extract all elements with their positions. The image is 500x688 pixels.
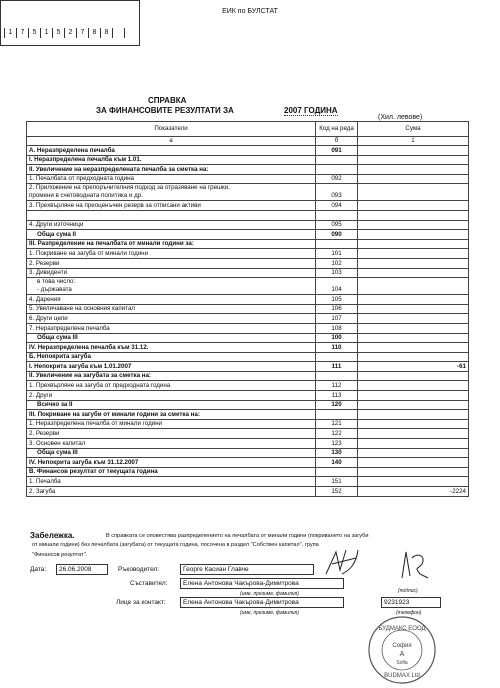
eik-title: ЕИК по БУЛСТАТ <box>222 8 278 15</box>
row-label: 2. Други <box>27 391 316 401</box>
report-year: 2007 ГОДИНА <box>284 106 338 115</box>
row-code: 152 <box>316 487 358 497</box>
table-row <box>27 429 469 439</box>
row-code: 106 <box>316 304 358 314</box>
contact-label: Лице за контакт: <box>116 599 166 606</box>
table-row <box>27 352 469 362</box>
table-row <box>27 268 469 278</box>
table-row <box>27 314 469 324</box>
row-label: Всичко за II <box>27 400 316 410</box>
manager-signature <box>322 544 362 578</box>
note-line-3: "Финансов резултат". <box>32 552 88 558</box>
row-label: 7. Неразпределена печалба <box>27 323 316 333</box>
eik-box <box>0 0 278 46</box>
svg-text:Sofia: Sofia <box>396 660 408 666</box>
eik-digit: 7 <box>76 28 88 38</box>
row-sum <box>358 174 469 184</box>
eik-digit: 1 <box>4 28 16 38</box>
row-code: 093 <box>316 184 358 201</box>
row-code <box>316 210 358 220</box>
report-table <box>26 121 469 497</box>
index-1: 1 <box>358 137 469 146</box>
date-label: Дата: <box>30 566 47 573</box>
row-sum <box>358 239 469 249</box>
manager-label: Ръководител: <box>118 566 160 573</box>
row-label: II. Увеличение на загубата за сметка на: <box>27 371 316 381</box>
phone-caption: (телефон) <box>396 610 422 616</box>
row-code: 105 <box>316 295 358 305</box>
row-label: 1. Печалба <box>27 477 316 487</box>
table-row <box>27 362 469 372</box>
row-label: Обща сума III <box>27 333 316 343</box>
header-code: Код на реда <box>316 122 358 137</box>
row-code: 108 <box>316 323 358 333</box>
row-label: 6. Други цели <box>27 314 316 324</box>
row-sum <box>358 400 469 410</box>
row-label: III. Разпределение на печалбата от минали години за: <box>27 239 316 249</box>
row-sum <box>358 352 469 362</box>
row-label: III. Покриване на загуби от минали години за сметка на: <box>27 410 316 420</box>
table-row <box>27 155 469 165</box>
signature-caption: (подпис) <box>398 588 418 594</box>
row-code <box>316 155 358 165</box>
table-row <box>27 165 469 175</box>
row-sum <box>358 210 469 220</box>
compiler-signature <box>396 548 432 582</box>
row-label: А. Неразпределена печалба <box>27 146 316 156</box>
row-code: 113 <box>316 391 358 401</box>
row-sum <box>358 230 469 240</box>
svg-text:BUDMAX Ltd: BUDMAX Ltd <box>384 673 420 679</box>
eik-digit: 8 <box>100 28 112 38</box>
table-row <box>27 239 469 249</box>
row-sum <box>358 314 469 324</box>
compiler-field[interactable]: Елена Антонова Чакърова-Димитрова <box>180 578 344 589</box>
eik-digit <box>112 28 124 38</box>
row-label: 2. Резерви <box>27 429 316 439</box>
eik-digit: 7 <box>16 28 28 38</box>
row-label-line-2: - държавата <box>37 286 72 294</box>
table-row <box>27 258 469 268</box>
row-sum <box>358 343 469 353</box>
row-sum <box>358 201 469 211</box>
row-code: 095 <box>316 220 358 230</box>
title: СПРАВКА <box>148 96 187 105</box>
row-code: 151 <box>316 477 358 487</box>
table-row <box>27 477 469 487</box>
row-label: 3. Основен капитал <box>27 439 316 449</box>
row-label: 3. Прехвърляне на преоценъчен резерв за отписани активи <box>27 201 316 211</box>
row-code <box>316 371 358 381</box>
table-row <box>27 201 469 211</box>
row-label: IV. Непокрита загуба към 31.12.2007 <box>27 458 316 468</box>
row-label-line-1: 2. Приложение на препоръчителния подход за отразяване на грешки, <box>29 184 230 192</box>
row-code: 112 <box>316 381 358 391</box>
row-sum <box>358 278 469 295</box>
row-sum <box>358 448 469 458</box>
row-label <box>27 278 316 295</box>
row-sum <box>358 323 469 333</box>
row-code: 092 <box>316 174 358 184</box>
row-sum <box>358 146 469 156</box>
svg-text:БУДМАКС ЕООД: БУДМАКС ЕООД <box>378 626 426 632</box>
table-row <box>27 323 469 333</box>
row-label: Обща сума II <box>27 230 316 240</box>
row-sum <box>358 458 469 468</box>
row-sum <box>358 371 469 381</box>
table-row <box>27 381 469 391</box>
table-row <box>27 410 469 420</box>
row-label-line-2: промени в счетоводната политика и др. <box>29 192 143 200</box>
row-code: 091 <box>316 146 358 156</box>
row-label: 1. Неразпределена печалба от минали години <box>27 419 316 429</box>
svg-text:A: A <box>399 651 405 658</box>
table-row <box>27 146 469 156</box>
row-label: 1. Покриване на загуба от минали години <box>27 249 316 259</box>
index-a: а <box>27 137 316 146</box>
row-sum <box>358 220 469 230</box>
table-row <box>27 448 469 458</box>
note-line-1: В справката се оповестява разпределението на печалбата от минали години (покриването на загуби <box>106 533 369 539</box>
row-label <box>27 184 316 201</box>
note-title: Забележка. <box>30 531 75 540</box>
row-code: 102 <box>316 258 358 268</box>
row-code: 101 <box>316 249 358 259</box>
row-label: 3. Дивиденти <box>27 268 316 278</box>
eik-digit: 5 <box>28 28 40 38</box>
table-row <box>27 304 469 314</box>
row-code: 122 <box>316 429 358 439</box>
table-row <box>27 439 469 449</box>
row-code: 120 <box>316 400 358 410</box>
phone-field[interactable]: 9231923 <box>381 597 441 608</box>
table-row <box>27 487 469 497</box>
table-row <box>27 174 469 184</box>
table-row <box>27 295 469 305</box>
table-row <box>27 333 469 343</box>
row-sum <box>358 333 469 343</box>
row-code <box>316 467 358 477</box>
row-label: 2. Загуба <box>27 487 316 497</box>
svg-text:София: София <box>392 643 412 649</box>
row-sum <box>358 410 469 420</box>
eik-digit: 8 <box>88 28 100 38</box>
row-code <box>316 352 358 362</box>
row-sum: -61 <box>358 362 469 372</box>
table-row <box>27 400 469 410</box>
row-code: 110 <box>316 343 358 353</box>
company-stamp <box>366 614 438 686</box>
row-sum <box>358 184 469 201</box>
subtitle: ЗА ФИНАНСОВИТЕ РЕЗУЛТАТИ ЗА <box>96 106 234 115</box>
table-row <box>27 467 469 477</box>
table-row <box>27 458 469 468</box>
table-row <box>27 371 469 381</box>
row-code: 123 <box>316 439 358 449</box>
row-code: 111 <box>316 362 358 372</box>
row-label: Обща сума III <box>27 448 316 458</box>
row-label <box>27 210 316 220</box>
row-sum <box>358 381 469 391</box>
row-sum <box>358 439 469 449</box>
table-row <box>27 419 469 429</box>
compiler-caption: (име, презиме, фамилия) <box>240 591 299 597</box>
row-code: 140 <box>316 458 358 468</box>
row-code <box>316 410 358 420</box>
row-sum <box>358 295 469 305</box>
row-label: 1. Печалбата от предходната година <box>27 174 316 184</box>
row-label-line-1: в това число: <box>37 278 76 286</box>
header-sum: Сума <box>358 122 469 137</box>
row-code: 104 <box>316 278 358 295</box>
eik-digit: 2 <box>64 28 76 38</box>
row-label: IV. Неразпределена печалба към 31.12. <box>27 343 316 353</box>
row-label: 5. Увеличаване на основния капитал <box>27 304 316 314</box>
table-index-row <box>27 137 469 146</box>
row-sum <box>358 268 469 278</box>
row-code: 107 <box>316 314 358 324</box>
contact-caption: (име, презиме, фамилия) <box>240 610 299 616</box>
row-code: 100 <box>316 333 358 343</box>
row-label: 4. Други източници <box>27 220 316 230</box>
units-label: (Хил. левове) <box>378 114 423 121</box>
manager-field[interactable]: Георге Касиан Главче <box>180 564 314 575</box>
row-sum <box>358 467 469 477</box>
row-code <box>316 239 358 249</box>
row-sum <box>358 258 469 268</box>
table-row <box>27 343 469 353</box>
table-row <box>27 230 469 240</box>
eik-digit: 1 <box>40 28 52 38</box>
row-label: 2. Резерви <box>27 258 316 268</box>
eik-digit <box>124 28 136 38</box>
row-label: II. Увеличение на неразпределената печалба за сметка на: <box>27 165 316 175</box>
row-code: 094 <box>316 201 358 211</box>
row-label: I. Непокрита загуба към 1.01.2007 <box>27 362 316 372</box>
row-code: 103 <box>316 268 358 278</box>
table-row <box>27 249 469 259</box>
table-row <box>27 184 469 201</box>
row-code <box>316 165 358 175</box>
table-row <box>27 278 469 295</box>
row-label: 4. Дарения <box>27 295 316 305</box>
row-code: 121 <box>316 419 358 429</box>
date-field[interactable]: 26.06.2008 <box>56 564 108 575</box>
index-b: б <box>316 137 358 146</box>
row-label: I. Неразпределена печалба към 1.01. <box>27 155 316 165</box>
table-row <box>27 391 469 401</box>
row-label: 1. Прехвърляне на загуба от предходната година <box>27 381 316 391</box>
row-sum <box>358 249 469 259</box>
row-label: В. Финансов резултат от текущата година <box>27 467 316 477</box>
row-sum <box>358 165 469 175</box>
row-sum <box>358 419 469 429</box>
table-row <box>27 210 469 220</box>
row-label: Б. Непокрита загуба <box>27 352 316 362</box>
eik-digits <box>4 28 136 38</box>
row-sum <box>358 304 469 314</box>
row-sum <box>358 429 469 439</box>
row-sum <box>358 391 469 401</box>
table-row <box>27 220 469 230</box>
row-sum <box>358 155 469 165</box>
compiler-label: Съставител: <box>130 580 168 587</box>
row-code: 130 <box>316 448 358 458</box>
header-indicators: Показатели <box>27 122 316 137</box>
note-line-2: от минали години) без печалбата (загубата) от текущата година, посочена в раздел "Собствен капитал", група <box>32 542 319 548</box>
row-sum: -2224 <box>358 487 469 497</box>
row-sum <box>358 477 469 487</box>
table-header-row <box>27 122 469 137</box>
contact-field[interactable]: Елена Антонова Чакърова-Димитрова <box>180 597 344 608</box>
eik-digit: 5 <box>52 28 64 38</box>
row-code: 090 <box>316 230 358 240</box>
